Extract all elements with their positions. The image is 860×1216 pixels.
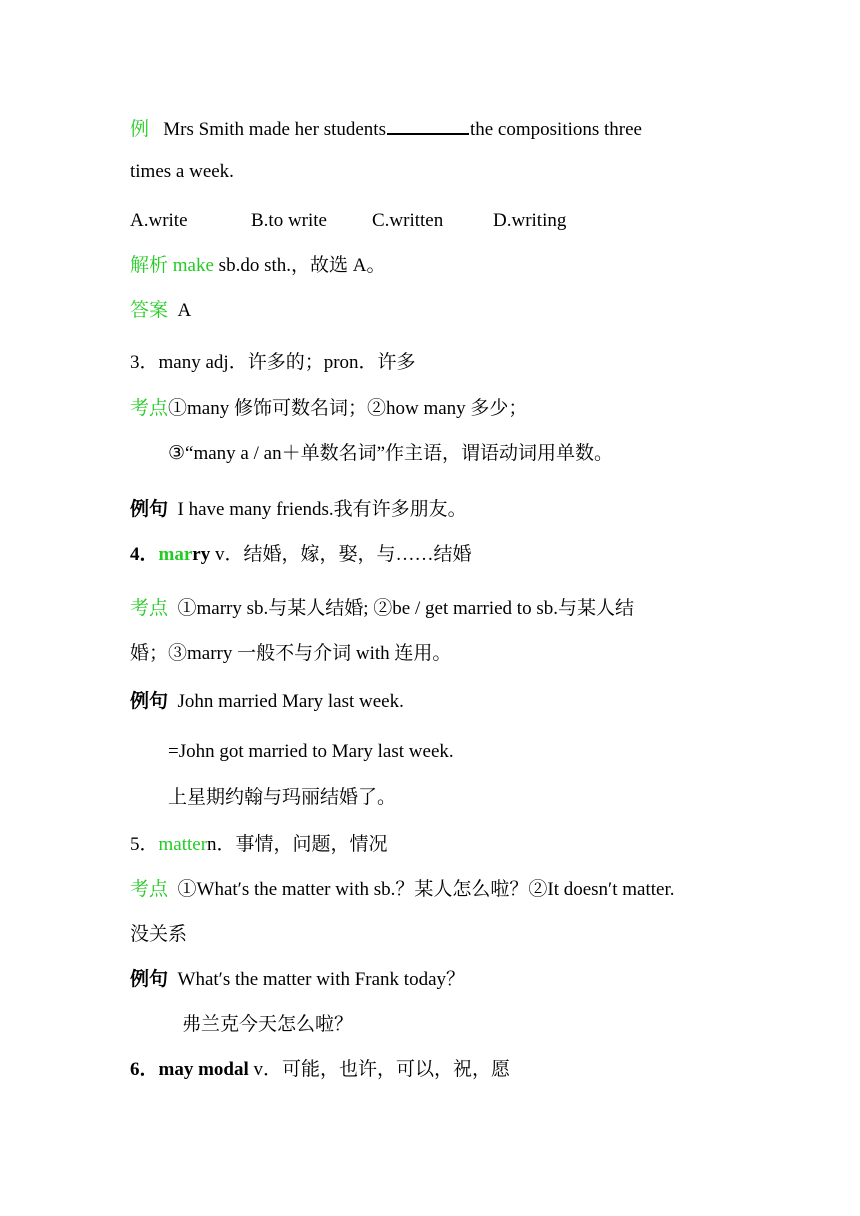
item5-example <box>130 968 465 992</box>
answer-tag: 答案 <box>130 300 169 321</box>
item4-number: 4． <box>130 544 159 565</box>
point-tag: 考点 <box>130 879 169 900</box>
item5-example-line2: 弗兰克今天怎么啦？ <box>182 1014 354 1035</box>
point-text: ①What′s the matter with sb.？某人怎么啦？②It doesn′t matter. <box>177 879 675 900</box>
analysis-keyword: make <box>172 255 214 276</box>
item4-point-line1 <box>130 597 634 621</box>
example1-options <box>130 209 566 233</box>
option-c: C.written <box>372 210 444 231</box>
item5-heading <box>130 833 388 857</box>
analysis-text: sb.do sth.，故选 A。 <box>213 255 386 276</box>
example-tag: 例 <box>130 119 150 140</box>
item5-point-line1 <box>130 878 674 902</box>
item5-head-green: matter <box>158 834 208 855</box>
item4-point-line2: 婚；③marry 一般不与介词 with 连用。 <box>130 643 452 664</box>
item4-example <box>130 690 404 714</box>
example1-answer <box>130 299 191 323</box>
answer-text: A <box>177 300 192 321</box>
point-text: ①marry sb.与某人结婚; ②be / get married to sb.与某人结 <box>177 598 634 619</box>
point-tag: 考点 <box>130 398 169 419</box>
item4-head-green: mar <box>158 544 193 565</box>
item4-heading <box>130 543 471 567</box>
item4-head-black: ry <box>192 544 211 565</box>
example-sentence-tag: 例句 <box>130 969 169 990</box>
item5-number: 5． <box>130 834 159 855</box>
item6-number: 6． <box>130 1059 159 1080</box>
item5-head-rest: n．事情，问题，情况 <box>207 834 388 855</box>
item3-heading <box>130 351 416 375</box>
item4-example-line3: 上星期约翰与玛丽结婚了。 <box>168 787 397 808</box>
point-tag: 考点 <box>130 598 169 619</box>
item3-example <box>130 498 467 522</box>
item5-point-line2: 没关系 <box>130 924 188 945</box>
answer-blank <box>387 115 469 135</box>
item3-point-line2: ③“many a / an＋单数名词”作主语，谓语动词用单数。 <box>168 443 614 464</box>
option-b: B.to write <box>251 210 327 231</box>
example1-question-line2: times a week. <box>130 161 234 182</box>
item3-headword: many adj．许多的；pron．许多 <box>158 352 416 373</box>
item4-head-rest: v．结婚，嫁，娶，与……结婚 <box>210 544 472 565</box>
example-sentence: I have many friends.我有许多朋友。 <box>177 499 467 520</box>
option-a: A.write <box>130 210 188 231</box>
item3-number: 3． <box>130 352 159 373</box>
item3-point-line1 <box>130 397 527 421</box>
point-text: ①many 修饰可数名词；②how many 多少； <box>168 398 528 419</box>
example-sentence: John married Mary last week. <box>177 691 404 712</box>
question-text-after: the compositions three <box>469 119 642 140</box>
item4-example-line2: =John got married to Mary last week. <box>168 741 454 762</box>
example1-question-line1 <box>130 115 642 142</box>
example-sentence-tag: 例句 <box>130 691 169 712</box>
option-d: D.writing <box>493 210 567 231</box>
example1-analysis <box>130 254 385 278</box>
example-sentence: What′s the matter with Frank today？ <box>177 969 466 990</box>
question-text-before: Mrs Smith made her students <box>163 119 386 140</box>
item6-head-bold: may modal <box>158 1059 249 1080</box>
example-sentence-tag: 例句 <box>130 499 169 520</box>
item6-heading <box>130 1058 510 1082</box>
item6-head-rest: v．可能，也许，可以，祝，愿 <box>248 1059 511 1080</box>
analysis-tag: 解析 <box>130 255 169 276</box>
